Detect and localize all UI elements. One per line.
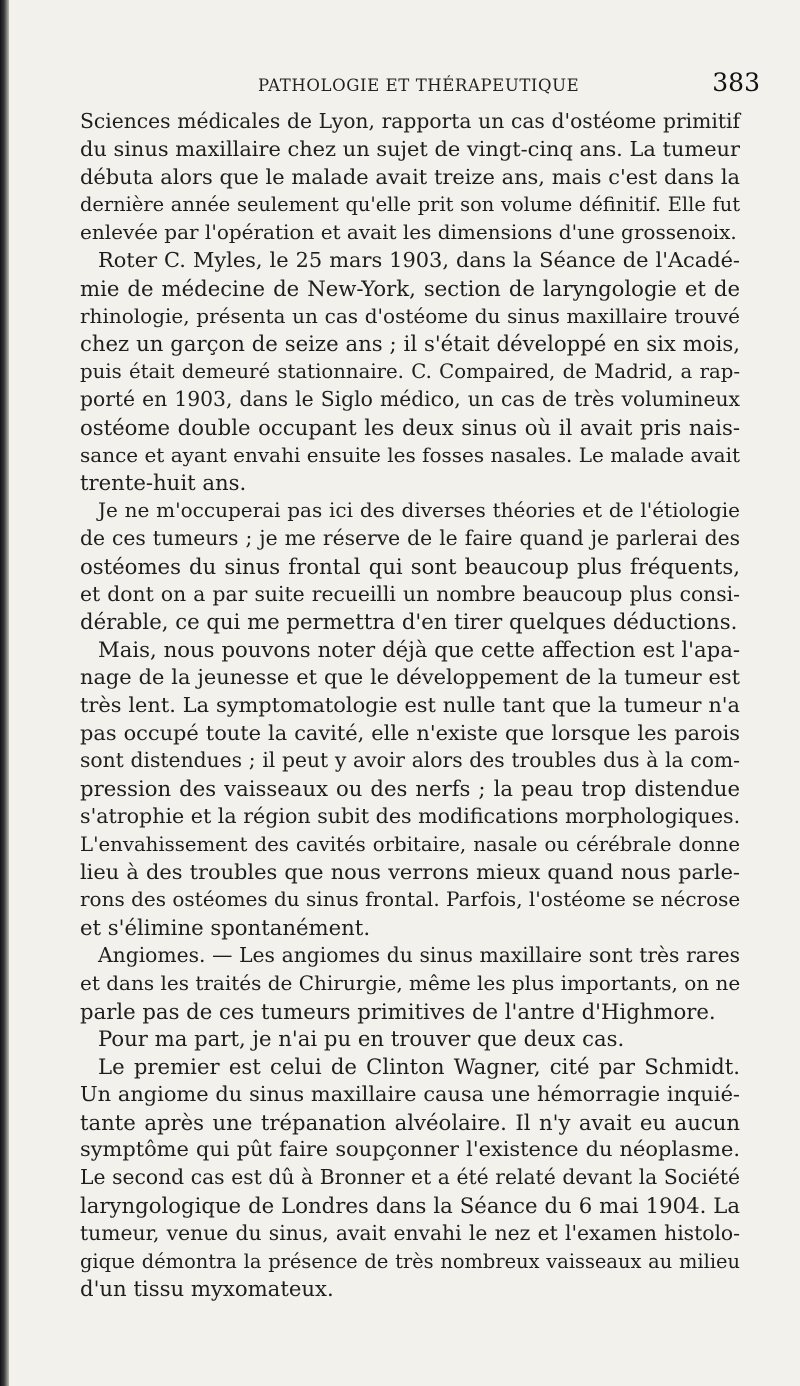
page-header bbox=[80, 66, 760, 106]
text-line: laryngologique de Londres dans la Séance du 6 mai 1904. La bbox=[80, 1193, 740, 1219]
text-line: trente-huit ans. bbox=[80, 470, 247, 496]
text-line: dérable, ce qui me permettra d'en tirer quelques déductions. bbox=[80, 609, 738, 635]
text-line: puis était demeuré stationnaire. C. Compaired, de Madrid, a rap- bbox=[80, 360, 740, 384]
text-line: ostéome double occupant les deux sinus où il avait pris nais- bbox=[80, 414, 740, 440]
text-line: et s'élimine spontanément. bbox=[80, 915, 371, 941]
text-line: Mais, nous pouvons noter déjà que cette affection est l'apa- bbox=[98, 637, 740, 663]
running-head: PATHOLOGIE ET THÉRAPEUTIQUE bbox=[258, 76, 580, 95]
text-line: enlevée par l'opération et avait les dimensions d'une grossenoix. bbox=[80, 220, 737, 245]
text-line: d'un tissu myxomateux. bbox=[80, 1276, 334, 1302]
text-line: Je ne m'occuperai pas ici des diverses théories et de l'étiologie bbox=[98, 498, 740, 523]
text-line: Angiomes. — Les angiomes du sinus maxillaire sont très rares bbox=[98, 942, 740, 967]
text-line: Sciences médicales de Lyon, rapporta un cas d'ostéome primitif bbox=[80, 109, 740, 133]
text-line: Pour ma part, je n'ai pu en trouver que deux cas. bbox=[98, 1026, 625, 1052]
text-line: Un angiome du sinus maxillaire causa une hémorragie inquié- bbox=[80, 1081, 740, 1106]
text-line: rons des ostéomes du sinus frontal. Parfois, l'ostéome se nécrose bbox=[80, 887, 741, 912]
book-binding-edge bbox=[0, 0, 9, 1386]
text-line: pression des vaisseaux ou des nerfs ; la peau trop distendue bbox=[80, 776, 740, 802]
text-line: de ces tumeurs ; je me réserve de le faire quand je parlerai des bbox=[80, 525, 740, 550]
text-line: porté en 1903, dans le Siglo médico, un cas de très volumineux bbox=[80, 386, 740, 411]
text-line: Le premier est celui de Clinton Wagner, cité par Schmidt. bbox=[98, 1054, 740, 1080]
text-line: rhinologie, présenta un cas d'ostéome du sinus maxillaire trouvé bbox=[80, 303, 740, 328]
text-line: ostéomes du sinus frontal qui sont beaucoup plus fréquents, bbox=[80, 553, 740, 579]
text-line: pas occupé toute la cavité, elle n'existe que lorsque les parois bbox=[80, 720, 740, 745]
text-line: dernière année seulement qu'elle prit son volume définitif. Elle fut bbox=[80, 193, 740, 217]
text-line: lieu à des troubles que nous verrons mieux quand nous parle- bbox=[80, 859, 740, 884]
text-line: s'atrophie et la région subit des modifications morphologiques. bbox=[80, 803, 741, 828]
text-line: Le second cas est dû à Bronner et a été relaté devant la Société bbox=[80, 1165, 740, 1190]
body-text bbox=[80, 108, 740, 1303]
text-line: sance et ayant envahi ensuite les fosses nasales. Le malade avait bbox=[80, 442, 740, 467]
text-line: et dans les traités de Chirurgie, même les plus importants, on ne bbox=[80, 970, 741, 995]
text-line: Roter C. Myles, le 25 mars 1903, dans la Séance de l'Acadé- bbox=[98, 247, 740, 272]
text-line: tumeur, venue du sinus, avait envahi le nez et l'examen histolo- bbox=[80, 1220, 740, 1245]
text-line: chez un garçon de seize ans ; il s'était développé en six mois, bbox=[80, 331, 740, 357]
text-line: du sinus maxillaire chez un sujet de vingt-cinq ans. La tumeur bbox=[80, 136, 740, 161]
text-line: parle pas de ces tumeurs primitives de l'antre d'Highmore. bbox=[80, 998, 716, 1024]
page-number: 383 bbox=[712, 68, 760, 97]
text-line: L'envahissement des cavités orbitaire, nasale ou cérébrale donne bbox=[80, 832, 740, 856]
text-line: nage de la jeunesse et que le développement de la tumeur est bbox=[80, 664, 740, 689]
text-line: gique démontra la présence de très nombreux vaisseaux au milieu bbox=[80, 1249, 740, 1273]
text-line: et dont on a par suite recueilli un nombre beaucoup plus consi- bbox=[80, 581, 740, 606]
text-line: sont distendues ; il peut y avoir alors des troubles dus à la com- bbox=[80, 748, 740, 773]
text-line: symptôme qui pût faire soupçonner l'existence du néoplasme. bbox=[80, 1137, 740, 1162]
text-line: débuta alors que le malade avait treize ans, mais c'est dans la bbox=[80, 164, 740, 189]
text-line: très lent. La symptomatologie est nulle tant que la tumeur n'a bbox=[80, 692, 740, 717]
text-line: mie de médecine de New-York, section de laryngologie et de bbox=[80, 275, 740, 301]
text-line: tante après une trépanation alvéolaire. Il n'y avait eu aucun bbox=[80, 1109, 740, 1135]
